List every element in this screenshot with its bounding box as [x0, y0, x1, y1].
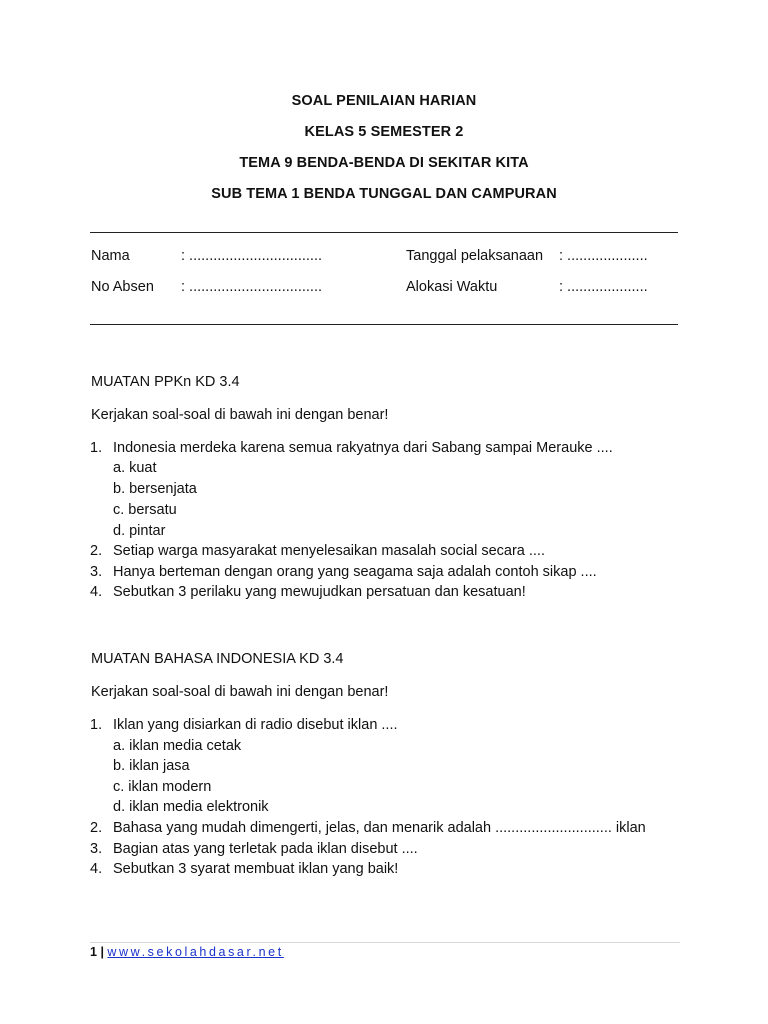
page-number: 1 — [90, 945, 97, 959]
title-line-4: SUB TEMA 1 BENDA TUNGGAL DAN CAMPURAN — [211, 186, 557, 202]
section1-heading: MUATAN PPKn KD 3.4 — [91, 374, 240, 390]
section2-instruction: Kerjakan soal-soal di bawah ini dengan benar! — [91, 684, 389, 700]
bottom-divider — [90, 324, 678, 325]
waktu-field[interactable]: : .................... — [559, 279, 648, 295]
s1-q1-option-a: a. kuat — [113, 460, 157, 476]
footer-divider — [90, 942, 680, 943]
s1-q4-text: Sebutkan 3 perilaku yang mewujudkan persatuan dan kesatuan! — [113, 584, 526, 600]
s1-q1-text: Indonesia merdeka karena semua rakyatnya dari Sabang sampai Merauke .... — [113, 440, 613, 456]
s2-q1-option-b: b. iklan jasa — [113, 758, 190, 774]
s2-q1-text: Iklan yang disiarkan di radio disebut iklan .... — [113, 717, 398, 733]
s2-q1-option-d: d. iklan media elektronik — [113, 799, 269, 815]
title-line-1: SOAL PENILAIAN HARIAN — [291, 93, 477, 109]
website-link[interactable]: www.sekolahdasar.net — [107, 945, 284, 959]
nama-label: Nama — [91, 248, 130, 264]
section2-heading: MUATAN BAHASA INDONESIA KD 3.4 — [91, 651, 344, 667]
s1-q2-number: 2. — [90, 543, 103, 559]
s1-q2-text: Setiap warga masyarakat menyelesaikan masalah social secara .... — [113, 543, 545, 559]
tanggal-label: Tanggal pelaksanaan — [406, 248, 544, 264]
s1-q3-text: Hanya berteman dengan orang yang seagama saja adalah contoh sikap .... — [113, 564, 597, 580]
s2-q1-number: 1. — [90, 717, 103, 733]
s1-q1-option-d: d. pintar — [113, 523, 166, 539]
section1-instruction: Kerjakan soal-soal di bawah ini dengan benar! — [91, 407, 389, 423]
s2-q3-text: Bagian atas yang terletak pada iklan disebut .... — [113, 841, 418, 857]
absen-label: No Absen — [91, 279, 154, 295]
footer-separator: | — [100, 945, 104, 959]
s2-q2-number: 2. — [90, 820, 103, 836]
s2-q4-number: 4. — [90, 861, 103, 877]
s1-q3-number: 3. — [90, 564, 103, 580]
tanggal-field[interactable]: : .................... — [559, 248, 648, 264]
absen-field[interactable]: : ................................. — [181, 279, 322, 295]
s1-q1-option-c: c. bersatu — [113, 502, 177, 518]
s2-q3-number: 3. — [90, 841, 103, 857]
top-divider — [90, 232, 678, 233]
s2-q1-option-a: a. iklan media cetak — [113, 738, 242, 754]
title-line-2: KELAS 5 SEMESTER 2 — [304, 124, 464, 140]
s1-q4-number: 4. — [90, 584, 103, 600]
s1-q1-number: 1. — [90, 440, 103, 456]
s2-q1-option-c: c. iklan modern — [113, 779, 212, 795]
page-footer — [90, 945, 284, 959]
title-line-3: TEMA 9 BENDA-BENDA DI SEKITAR KITA — [239, 155, 529, 171]
s2-q4-text: Sebutkan 3 syarat membuat iklan yang baik! — [113, 861, 399, 877]
waktu-label: Alokasi Waktu — [406, 279, 498, 295]
s2-q2-text: Bahasa yang mudah dimengerti, jelas, dan menarik adalah ............................. iklan — [113, 820, 646, 836]
nama-field[interactable]: : ................................. — [181, 248, 322, 264]
s1-q1-option-b: b. bersenjata — [113, 481, 197, 497]
